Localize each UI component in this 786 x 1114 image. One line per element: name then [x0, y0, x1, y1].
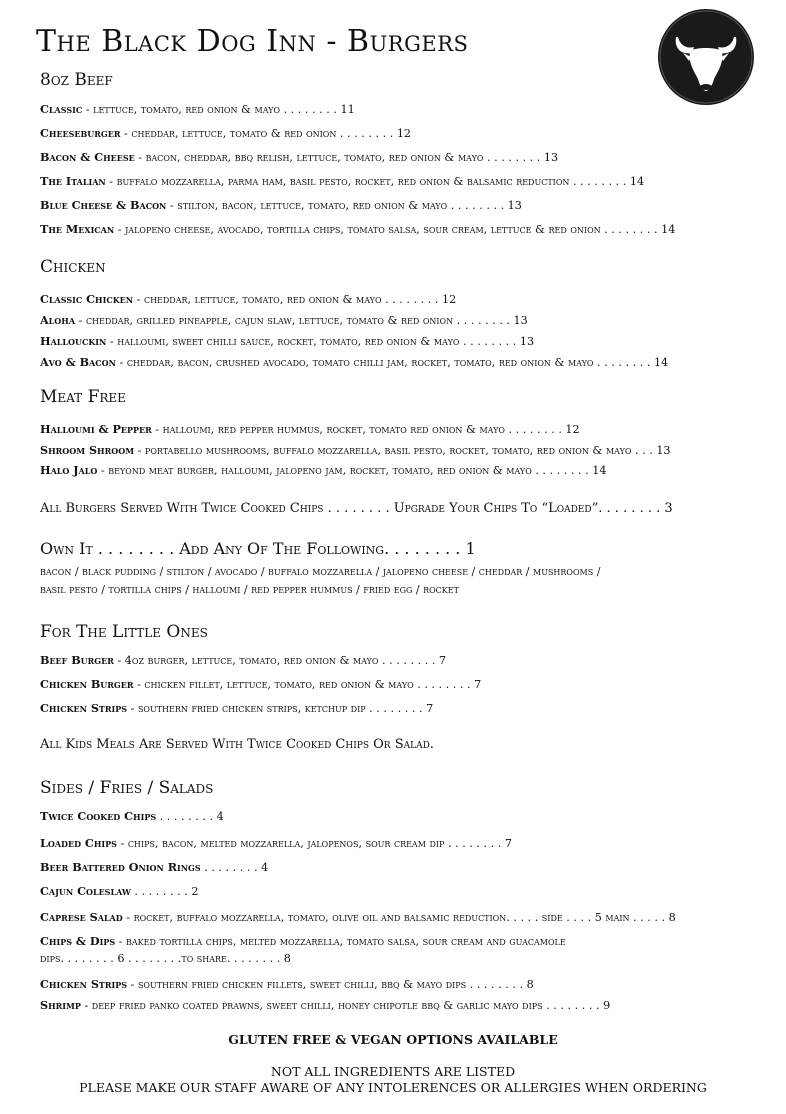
menu-item [40, 174, 644, 189]
menu-item [40, 836, 512, 851]
addons-list [40, 563, 780, 599]
item-name: Bacon & Cheese [40, 150, 135, 164]
section-heading-chicken: Chicken [40, 257, 106, 277]
item-name: Caprese Salad [40, 910, 123, 924]
menu-item [40, 884, 198, 899]
item-desc: - portabello mushrooms, buffalo mozzarella, basil pesto, rocket, tomato, red onion & mayo . . . 13 [134, 444, 671, 457]
menu-item [40, 910, 676, 925]
item-name: Classic Chicken [40, 292, 134, 306]
menu-item [40, 809, 224, 824]
item-name: Classic [40, 102, 83, 116]
item-desc: - halloumi, sweet chilli sauce, rocket, tomato, red onion & mayo . . . . . . . . 13 [106, 335, 535, 348]
item-desc: - cheddar, bacon, crushed avocado, tomato chilli jam, rocket, tomato, red onion & mayo . . . . . . . . 14 [115, 356, 669, 369]
item-desc: . . . . . . . . 2 [130, 885, 199, 898]
allergy-note: PLEASE MAKE OUR STAFF AWARE OF ANY INTOLERENCES OR ALLERGIES WHEN ORDERING [79, 1080, 707, 1095]
menu-item [40, 102, 355, 117]
menu-item [40, 334, 534, 349]
item-desc: - lettuce, tomato, red onion & mayo . . . . . . . . 11 [82, 103, 355, 116]
item-desc: - chicken fillet, lettuce, tomato, red onion & mayo . . . . . . . . 7 [133, 678, 482, 691]
item-desc: - halloumi, red pepper hummus, rocket, tomato red onion & mayo . . . . . . . . 12 [151, 423, 580, 436]
menu-item [40, 998, 610, 1013]
item-name: Chicken Strips [40, 977, 128, 991]
item-name: Chips & Dips [40, 934, 116, 948]
menu-item [40, 126, 411, 141]
item-name: Halo Jalo [40, 463, 98, 477]
item-name: Loaded Chips [40, 836, 117, 850]
item-name: Hallouckin [40, 334, 107, 348]
item-desc: - jalopeno cheese, avocado, tortilla chips, tomato salsa, sour cream, lettuce & red onion . . . . . . . . 14 [114, 223, 676, 236]
section-heading-kids: For The Little Ones [40, 622, 208, 642]
menu-item [40, 977, 534, 992]
item-name: Twice Cooked Chips [40, 809, 157, 823]
item-desc: dips. . . . . . . . 6 . . . . . . . .to share. . . . . . . . 8 [40, 952, 291, 965]
item-desc: - bacon, cheddar, bbq relish, lettuce, tomato, red onion & mayo . . . . . . . . 13 [134, 151, 559, 164]
ingredients-note: NOT ALL INGREDIENTS ARE LISTED [270, 1064, 516, 1079]
item-desc: - cheddar, lettuce, tomato & red onion . . . . . . . . 12 [120, 127, 412, 140]
chips-note: All Burgers Served With Twice Cooked Chips . . . . . . . . Upgrade Your Chips To “Loaded”. . . . . . . . 3 [40, 501, 673, 516]
item-desc: - cheddar, grilled pineapple, cajun slaw, lettuce, tomato & red onion . . . . . . . . 13 [75, 314, 528, 327]
item-name: Chicken Burger [40, 677, 134, 691]
item-desc: - southern fried chicken fillets, sweet chilli, bbq & mayo dips . . . . . . . . 8 [127, 978, 534, 991]
menu-item [40, 701, 433, 716]
item-name: Aloha [40, 313, 76, 327]
item-desc: - baked tortilla chips, melted mozzarella, tomato salsa, sour cream and guacamole [115, 935, 566, 948]
item-desc: . . . . . . . . 4 [156, 810, 224, 823]
item-name: The Mexican [40, 222, 115, 236]
menu-item [40, 292, 456, 307]
menu-item [40, 150, 558, 165]
menu-item [40, 222, 675, 237]
bull-head-icon [656, 7, 756, 107]
menu-item [40, 355, 668, 370]
item-name: Shrimp [40, 998, 81, 1012]
menu-item [40, 313, 528, 328]
item-name: Shroom Shroom [40, 443, 135, 457]
item-name: The Italian [40, 174, 106, 188]
item-desc: - 4oz burger, lettuce, tomato, red onion & mayo . . . . . . . . 7 [113, 654, 447, 667]
item-desc: - stilton, bacon, lettuce, tomato, red onion & mayo . . . . . . . . 13 [166, 199, 522, 212]
item-name: Chicken Strips [40, 701, 128, 715]
menu-item [40, 860, 268, 875]
item-name: Cajun Coleslaw [40, 884, 131, 898]
item-name: Blue Cheese & Bacon [40, 198, 167, 212]
menu-item [40, 443, 671, 458]
item-desc: - rocket, buffalo mozzarella, tomato, olive oil and balsamic reduction. . . . . side . . . . 5 main . . . . . 8 [122, 911, 676, 924]
menu-item [40, 463, 606, 478]
menu-item [40, 653, 446, 668]
menu-item [40, 934, 566, 949]
section-heading-meat-free: Meat Free [40, 387, 126, 407]
menu-item [40, 198, 522, 213]
gluten-free-note: GLUTEN FREE & VEGAN OPTIONS AVAILABLE [228, 1032, 558, 1047]
addons-line: bacon / black pudding / stilton / avocado / buffalo mozzarella / jalopeno cheese / cheddar / mushrooms / [40, 565, 601, 578]
item-desc: . . . . . . . . 4 [200, 861, 269, 874]
menu-item [40, 677, 481, 692]
item-desc: - chips, bacon, melted mozzarella, jalopenos, sour cream dip . . . . . . . . 7 [116, 837, 512, 850]
section-heading-own-it: Own It . . . . . . . . Add Any Of The Following. . . . . . . . 1 [40, 539, 476, 558]
item-name: Beef Burger [40, 653, 114, 667]
kids-note: All Kids Meals Are Served With Twice Cooked Chips Or Salad. [40, 737, 434, 752]
item-desc: - buffalo mozzarella, parma ham, basil pesto, rocket, red onion & balsamic reduction . . . . . . . . 14 [105, 175, 645, 188]
menu-title: The Black Dog Inn - Burgers [36, 24, 469, 59]
item-desc: - deep fried panko coated prawns, sweet chilli, honey chipotle bbq & garlic mayo dips . . . . . . . . 9 [80, 999, 611, 1012]
item-name: Halloumi & Pepper [40, 422, 152, 436]
item-name: Beer Battered Onion Rings [40, 860, 201, 874]
item-desc: - southern fried chicken strips, ketchup dip . . . . . . . . 7 [127, 702, 434, 715]
section-heading-beef: 8oz Beef [40, 70, 113, 90]
menu-item-continued [40, 951, 291, 966]
section-heading-sides: Sides / Fries / Salads [40, 778, 214, 798]
item-desc: - cheddar, lettuce, tomato, red onion & mayo . . . . . . . . 12 [133, 293, 457, 306]
item-name: Avo & Bacon [40, 355, 116, 369]
menu-item [40, 422, 580, 437]
item-name: Cheeseburger [40, 126, 121, 140]
addons-line: basil pesto / tortilla chips / halloumi / red pepper hummus / fried egg / rocket [40, 583, 459, 596]
item-desc: - beyond meat burger, halloumi, jalopeno jam, rocket, tomato, red onion & mayo . . . . . . . . 14 [97, 464, 607, 477]
